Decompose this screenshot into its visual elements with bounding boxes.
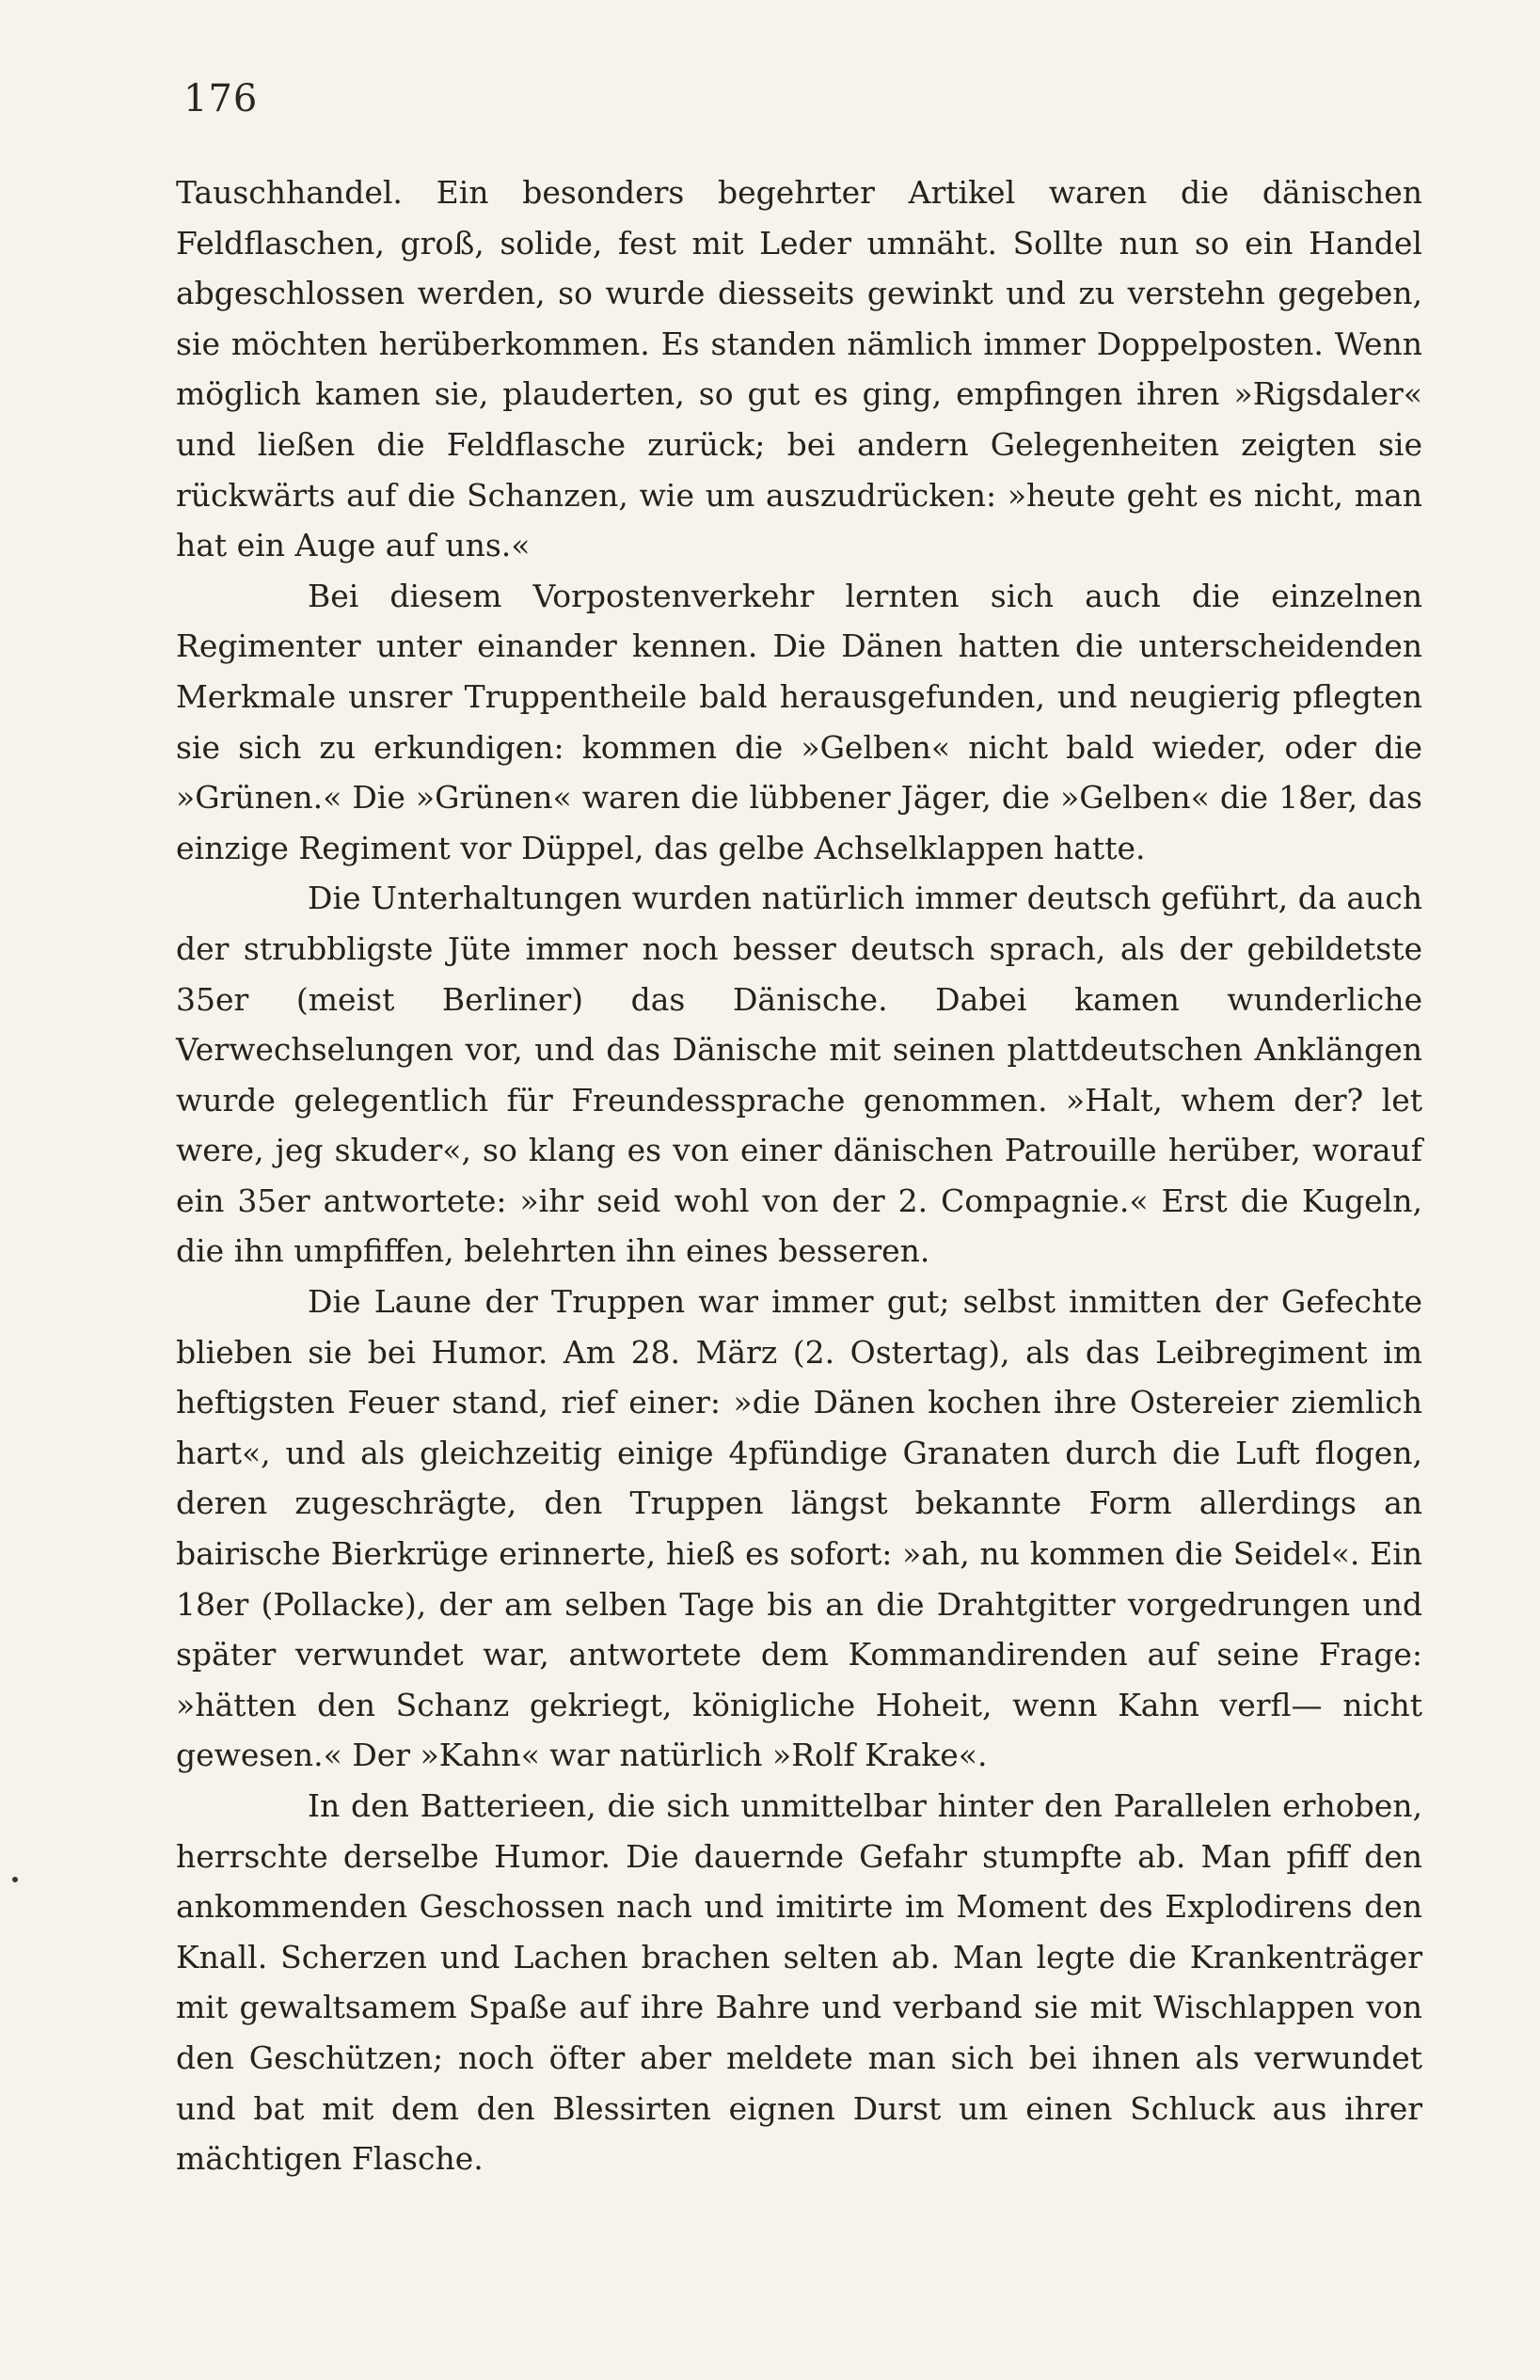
paragraph-5: In den Batterieen, die sich unmittelbar hinter den Parallelen erhoben, herrschte derselbe Humor. Die dauernde Gefahr stumpfte ab. Man pfiff den ankommenden Geschossen nach und imitirte im Moment des Explodirens den Knall. Scherzen und Lachen brachen selten ab. Man legte die Krankenträger mit gewaltsamem Spaße auf ihre Bahre und verband sie mit Wischlappen von den Geschützen; noch öfter aber meldete man sich bei ihnen als verwundet und bat mit dem den Blessirten eignen Durst um einen Schluck aus ihrer mächtigen Flasche.	[176, 1787, 1422, 2178]
paragraph-3: Die Unterhaltungen wurden natürlich immer deutsch geführt, da auch der strubbligste Jüte immer noch besser deutsch sprach, als der gebildetste 35er (meist Berliner) das Dänische. Dabei kamen wunderliche Verwechselungen vor, und das Dänische mit seinen plattdeutschen Anklängen wurde gelegentlich für Freundessprache genommen. »Halt, whem der? let were, jeg skuder«, so klang es von einer dänischen Patrouille herüber, worauf ein 35er antwortete: »ihr seid wohl von der 2. Compagnie.« Erst die Kugeln, die ihn umpfiffen, belehrten ihn eines besseren.	[176, 880, 1422, 1270]
page-number: 176	[183, 77, 259, 120]
body-text	[176, 167, 1422, 2184]
paragraph-2: Bei diesem Vorpostenverkehr lernten sich auch die einzelnen Regimenter unter einander kennen. Die Dänen hatten die unterscheidenden Merkmale unsrer Truppentheile bald herausgefunden, und neugierig pflegten sie sich zu erkundigen: kommen die »Gelben« nicht bald wieder, oder die »Grünen.« Die »Grünen« waren die lübbener Jäger, die »Gelben« die 18er, das einzige Regiment vor Düppel, das gelbe Achselklappen hatte.	[176, 577, 1422, 866]
margin-dot	[12, 1877, 18, 1882]
paragraph-4: Die Laune der Truppen war immer gut; selbst inmitten der Gefechte blieben sie bei Humor. Am 28. März (2. Ostertag), als das Leibregiment im heftigsten Feuer stand, rief einer: »die Dänen kochen ihre Ostereier ziemlich hart«, und als gleichzeitig einige 4pfündige Granaten durch die Luft flogen, deren zugeschrägte, den Truppen längst bekannte Form allerdings an bairische Bierkrüge erinnerte, hieß es sofort: »ah, nu kommen die Seidel«. Ein 18er (Pollacke), der am selben Tage bis an die Drahtgitter vorgedrungen und später verwundet war, antwortete dem Kommandirenden auf seine Frage: »hätten den Schanz gekriegt, königliche Hoheit, wenn Kahn verfl— nicht gewesen.« Der »Kahn« war natürlich »Rolf Krake«.	[176, 1283, 1422, 1774]
paragraph-1: Tauschhandel. Ein besonders begehrter Artikel waren die dänischen Feldflaschen, groß, solide, fest mit Leder umnäht. Sollte nun so ein Handel abgeschlossen werden, so wurde diesseits gewinkt und zu verstehn gegeben, sie möchten herüberkommen. Es standen nämlich immer Doppelposten. Wenn möglich kamen sie, plauderten, so gut es ging, empfingen ihren »Rigsdaler« und ließen die Feldflasche zurück; bei andern Gelegenheiten zeigten sie rückwärts auf die Schanzen, wie um auszudrücken: »heute geht es nicht, man hat ein Auge auf uns.«	[176, 174, 1422, 564]
